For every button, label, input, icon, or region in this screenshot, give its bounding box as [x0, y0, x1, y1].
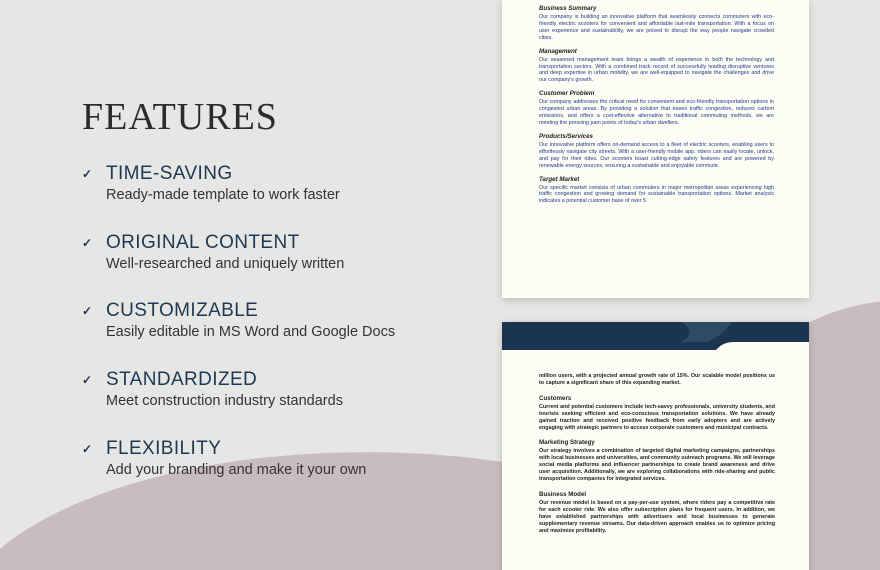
feature-description: Add your branding and make it your own [106, 462, 367, 478]
features-heading: FEATURES [82, 96, 278, 138]
doc-section-heading: Customer Problem [539, 90, 595, 98]
doc-section-heading: Management [539, 47, 577, 55]
doc-section-heading: Marketing Strategy [539, 439, 595, 447]
page-header-band [502, 322, 809, 350]
doc-section-marketing-strategy [539, 439, 775, 483]
doc-section-target-market [539, 176, 774, 206]
doc-section-text: Our seasoned management team brings a wealth of experience in both the technology and transportation sectors. With a combined track record of successfully leading disruptive ventures and deep expertise in urban mobility, we are well-equipped to navigate the challenges and drive our company's growth. [539, 56, 774, 84]
doc-section-text: Our company is building an innovative platform that seamlessly connects commuters with eco-friendly electric scooters for convenient and affordable last-mile transportation. With a focus on user experience and sustainability, we are poised to disrupt the way people navigate crowded cities. [539, 14, 774, 41]
doc-section-text: Our company addresses the critical need for convenient and eco-friendly transportation options in congested urban areas. By providing a solution that eases traffic congestion, reduces carbon emissions, and offers a cost-effective alternative to traditional commuting methods, we are meeting the pressing pain points of today's urban dwellers. [539, 99, 774, 126]
doc-section-text: Our strategy involves a combination of targeted digital marketing campaigns, partnerships with local businesses and universities, and community outreach programs. We will leverage social media platforms and influencer partnerships to create brand awareness and drive user acquisition. Additionally, we are exploring collaborations with ride-sharing and public transportation companies for integrated services. [539, 448, 775, 483]
feature-description: Meet construction industry standards [106, 393, 343, 409]
page-body [539, 373, 775, 543]
feature-description: Easily editable in MS Word and Google Docs [106, 324, 396, 340]
doc-section-customers [539, 395, 775, 432]
feature-title: ORIGINAL CONTENT [106, 232, 300, 253]
document-page-2 [502, 322, 809, 570]
doc-section-products-services [539, 133, 774, 170]
doc-section-management [539, 48, 774, 85]
feature-description: Ready-made template to work faster [106, 187, 340, 203]
doc-section-text: Our specific market consists of urban commuters in major metropolitan areas experiencing high traffic congestion and growing demand for sustainable transportation options. Market analysis indicates a potential customer base of over 5 [539, 184, 774, 205]
doc-section-business-summary [539, 5, 774, 42]
check-icon: ✓ [82, 304, 93, 318]
doc-section-heading: Target Market [539, 175, 580, 183]
feature-title: CUSTOMIZABLE [106, 300, 259, 321]
doc-section-heading: Products/Services [539, 132, 593, 140]
doc-section-text: Current and potential customers include tech-savvy professionals, university students, and tourists seeking efficient and eco-conscious transportation solutions. We have already gained traction and received positive feedback from early adopters and are actively engaging with strategic partners to access corporate customers and municipal contracts. [539, 403, 775, 431]
check-icon: ✓ [82, 442, 93, 456]
doc-section-customer-problem [539, 90, 774, 127]
feature-title: TIME-SAVING [106, 163, 233, 184]
doc-section-text: million users, with a projected annual growth rate of 15%. Our scalable model positions us to capture a significant share of this expanding market. [539, 373, 775, 386]
document-page-1 [502, 0, 809, 298]
doc-section-continued [539, 373, 775, 387]
doc-section-heading: Business Model [539, 490, 587, 498]
feature-title: STANDARDIZED [106, 369, 258, 390]
doc-section-business-model [539, 491, 775, 535]
feature-description: Well-researched and uniquely written [106, 256, 345, 272]
feature-title: FLEXIBILITY [106, 438, 222, 459]
check-icon: ✓ [82, 167, 93, 181]
doc-section-text: Our innovative platform offers on-demand access to a fleet of electric scooters, enabling users to effortlessly navigate city streets. With a user-friendly mobile app, riders can easily locate, unlock, and pay for their rides. Our scooters boast cutting-edge safety features and are powered by renewable energy sources, ensuring a sustainable and enjoyable commute. [539, 141, 774, 169]
check-icon: ✓ [82, 236, 93, 250]
check-icon: ✓ [82, 373, 93, 387]
doc-section-heading: Business Summary [539, 5, 597, 12]
doc-section-text: Our revenue model is based on a pay-per-use system, where riders pay a competitive rate for each scooter ride. We also offer subscription plans for frequent users. In addition, we have established partnerships with advertisers and local businesses to generate supplementary revenue streams. Our data-driven approach enables us to optimize pricing and maximize profitability. [539, 499, 775, 534]
doc-section-heading: Customers [539, 394, 572, 402]
